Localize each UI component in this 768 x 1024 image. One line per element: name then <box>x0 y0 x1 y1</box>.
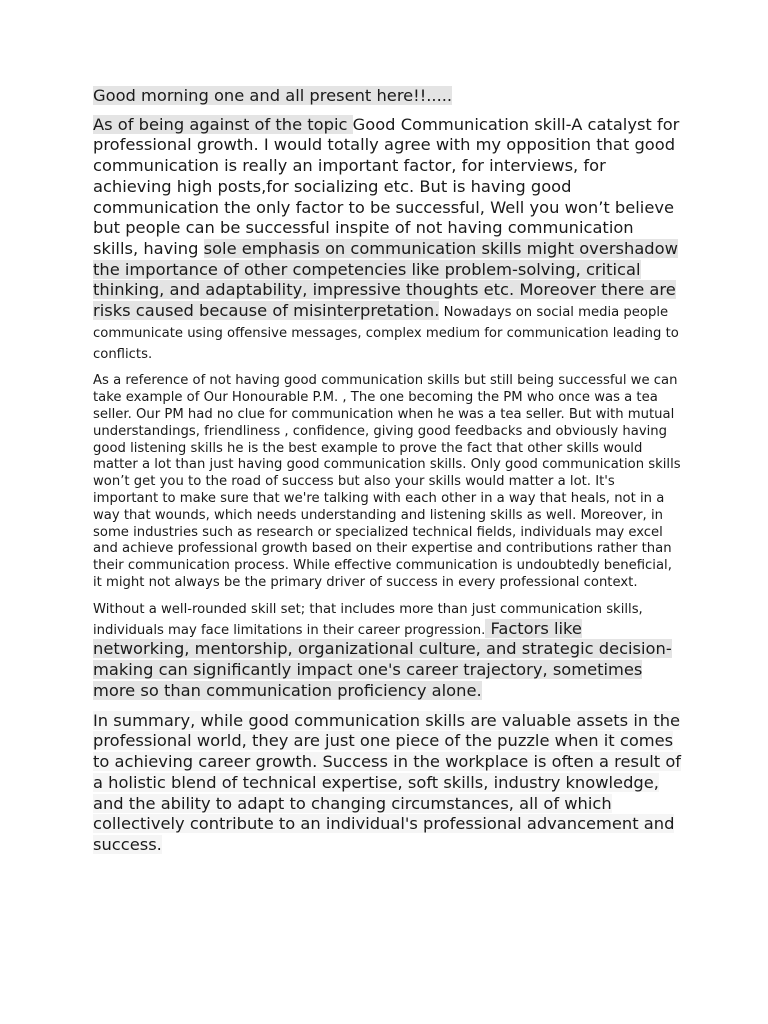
skillset-small-text: Without a well-rounded skill set; that includes more than just communication skills, individuals may face limitations in their career progression. <box>93 601 643 638</box>
intro-highlight-emphasis: sole emphasis on communication skills might overshadow the importance of other competencies like problem-solving, critical thinking, and adaptability, impressive thoughts etc. Moreover there are risks caused because of misinterpretation. <box>93 238 678 321</box>
reference-paragraph <box>93 373 683 591</box>
greeting-paragraph <box>93 86 683 107</box>
intro-paragraph <box>93 115 683 364</box>
skillset-highlight: Factors like networking, mentorship, organizational culture, and strategic decision-making can significantly impact one's career trajectory, sometimes more so than communication proficiency alone. <box>93 618 672 700</box>
intro-highlight-start: As of being against of the topic <box>93 114 353 134</box>
intro-small-tail: Nowadays on social media people communicate using offensive messages, complex medium for communication leading to conflicts. <box>93 305 679 362</box>
summary-text: In summary, while good communication skills are valuable assets in the professional world, they are just one piece of the puzzle when it comes to achieving career growth. Success in the workplace is often a result of a holistic blend of technical expertise, soft skills, industry knowledge, and the ability to adapt to changing circumstances, all of which collectively contribute to an individual's professional advancement and success. <box>93 710 682 854</box>
skillset-paragraph <box>93 602 683 702</box>
summary-paragraph <box>93 711 683 856</box>
reference-text: As a reference of not having good communication skills but still being successful we can take example of Our Honourable P.M. , The one becoming the PM who once was a tea seller. Our PM had no clue for communication when he was a tea seller. But with mutual understandings, friendliness , confidence, giving good feedbacks and obviously having good listening skills he is the best example to prove the fact that other skills would matter a lot than just having good communication skills. Only good communication skills won’t get you to the road of success but also your skills would matter a lot. It's important to make sure that we're talking with each other in a way that heals, not in a way that wounds, which needs understanding and listening skills as well. Moreover, in some industries such as research or specialized technical fields, individuals may excel and achieve professional growth based on their expertise and contributions rather than their communication process. While effective communication is undoubtedly beneficial, it might not always be the primary driver of success in every professional context. <box>93 373 681 590</box>
intro-body-text: Good Communication skill-A catalyst for professional growth. I would totally agree with my opposition that good communication is really an important factor, for interviews, for achieving high posts,for socializing etc. But is having good communication the only factor to be successful, Well you won’t believe but people can be successful inspite of not having communication skills, having <box>93 114 680 258</box>
document-page <box>93 86 683 856</box>
greeting-text: Good morning one and all present here!!..... <box>93 86 453 105</box>
